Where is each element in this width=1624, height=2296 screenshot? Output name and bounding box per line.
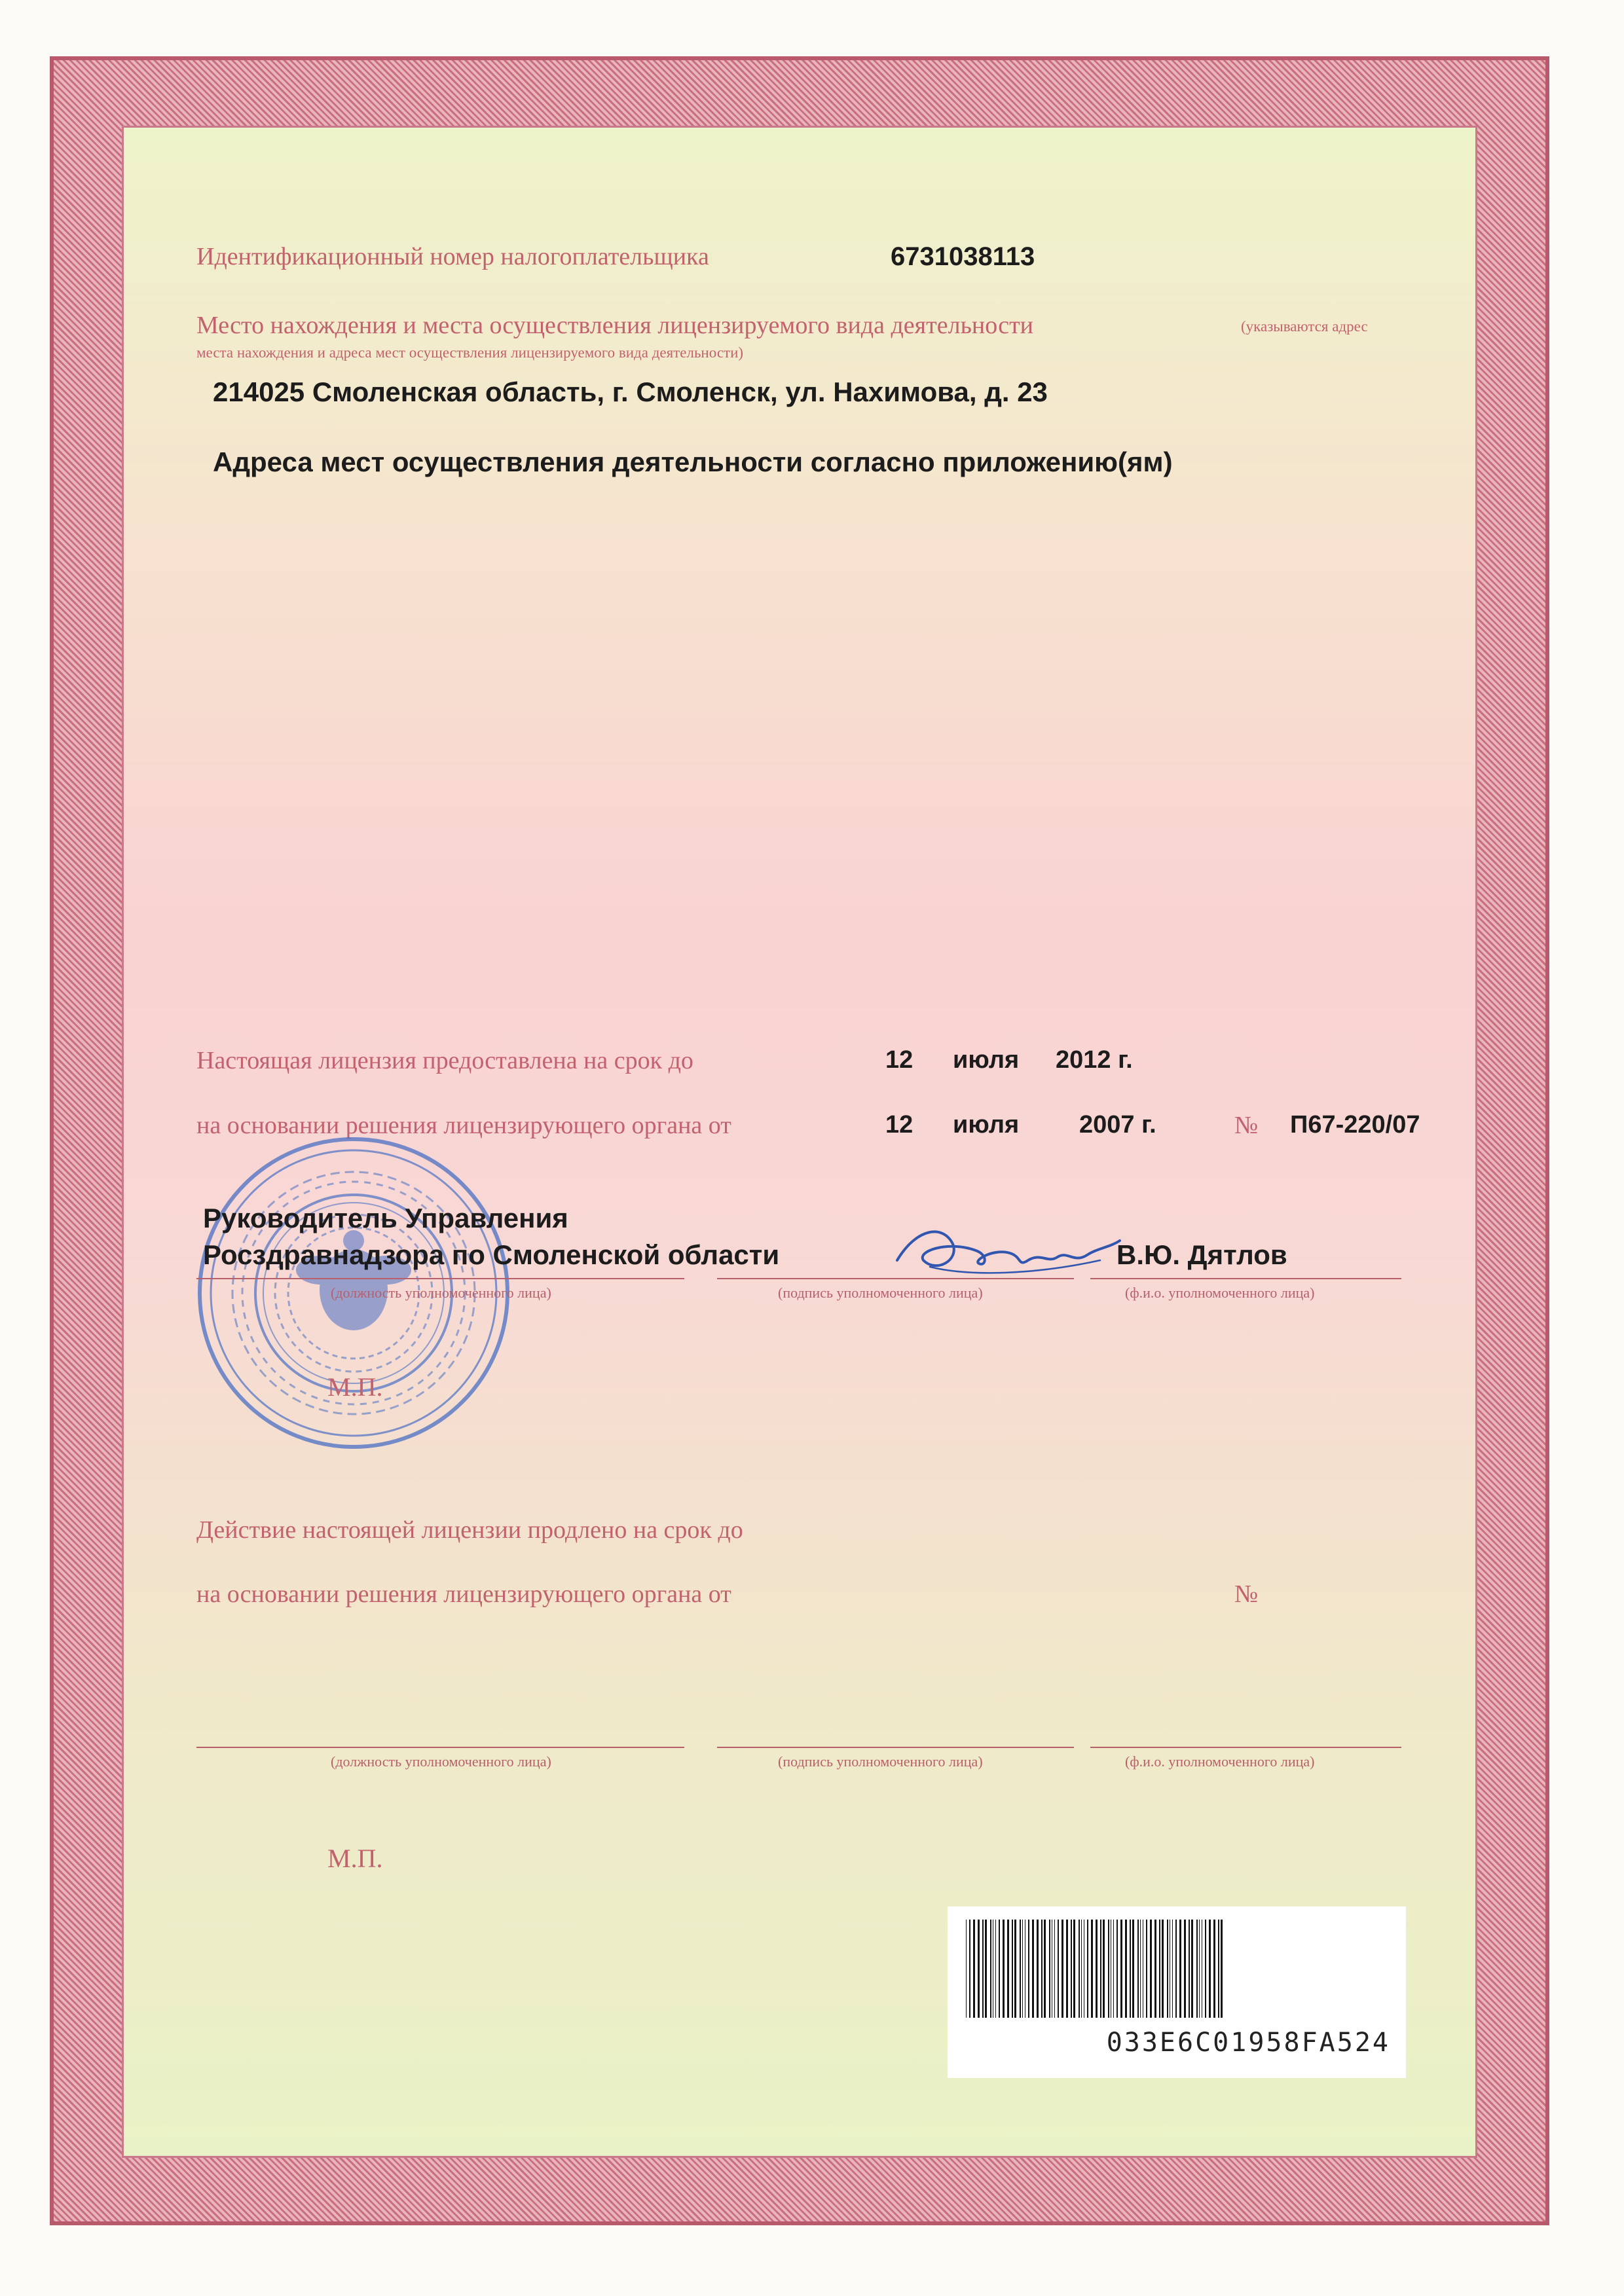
basis-label: на основании решения лицензирующего органа от [196,1112,731,1139]
barcode-bar [1012,1920,1013,2018]
barcode-bar [1205,1920,1206,2018]
barcode-bar [1167,1920,1168,2018]
barcode-bar [1100,1920,1101,2018]
barcode-bar [966,1920,967,2018]
barcode-bar [1221,1920,1223,2018]
basis-number: П67-220/07 [1290,1111,1420,1139]
signature-line [717,1278,1074,1279]
extension-number-sign: № [1234,1580,1259,1608]
barcode-panel [948,1906,1406,2078]
barcode-bar [1150,1920,1152,2018]
barcode-bar [1125,1920,1127,2018]
barcode-bar [990,1920,991,2018]
barcode-bar [1014,1920,1016,2018]
signature-icon [891,1214,1126,1286]
basis-year: 2007 г. [1079,1111,1156,1139]
barcode-bar [1049,1920,1050,2018]
caption-signature-2: (подпись уполномоченного лица) [778,1753,983,1770]
barcode-bar [1041,1920,1043,2018]
barcode-bar [1003,1920,1005,2018]
barcode-bar [1184,1920,1186,2018]
barcode-bar [1108,1920,1109,2018]
barcode-bar [1179,1920,1181,2018]
barcode-bar [1199,1920,1200,2018]
position-line-2 [196,1747,684,1748]
term-year: 2012 г. [1056,1046,1133,1074]
barcode-bar [1175,1920,1177,2018]
signature-line-2 [717,1747,1074,1748]
barcode-bar [1191,1920,1193,2018]
barcode-bar [1054,1920,1055,2018]
location-hint-2: места нахождения и адреса мест осуществления лицензируемого вида деятельности) [196,344,744,361]
term-month: июля [953,1046,1020,1074]
barcode-bar [995,1920,996,2018]
caption-name: (ф.и.о. уполномоченного лица) [1125,1285,1315,1301]
barcode-bar [1037,1920,1039,2018]
term-day: 12 [885,1046,913,1074]
barcode-bar [1066,1920,1068,2018]
barcode-bar [1154,1920,1156,2018]
seal-place-mark: М.П. [327,1372,383,1402]
location-hint-1: (указываются адрес [1241,318,1368,335]
barcode-bar [985,1920,987,2018]
extension-basis-label: на основании решения лицензирующего органа от [196,1580,731,1608]
barcode-bar [1213,1920,1215,2018]
basis-month: июля [953,1111,1020,1139]
barcode-icon [966,1920,1388,2018]
barcode-bar [1007,1920,1009,2018]
inn-label: Идентификационный номер налогоплательщика [196,243,709,270]
signer-position-1: Руководитель Управления [203,1203,568,1233]
extension-label: Действие настоящей лицензии продлено на срок до [196,1516,743,1544]
barcode-bar [1137,1920,1139,2018]
barcode-bar [973,1920,975,2018]
caption-position: (должность уполномоченного лица) [331,1285,551,1301]
caption-signature: (подпись уполномоченного лица) [778,1285,983,1301]
barcode-bar [1218,1920,1219,2018]
barcode-bar [1172,1920,1173,2018]
barcode-bar [1140,1920,1141,2018]
barcode-bar [1162,1920,1164,2018]
caption-name-2: (ф.и.о. уполномоченного лица) [1125,1753,1315,1770]
barcode-bar [1159,1920,1160,2018]
barcode-bar [1061,1920,1063,2018]
signer-name: В.Ю. Дятлов [1116,1239,1287,1270]
barcode-bar [1196,1920,1198,2018]
barcode-bar [1113,1920,1114,2018]
barcode-bar [1087,1920,1088,2018]
name-line [1090,1278,1401,1279]
barcode-bar [1022,1920,1023,2018]
barcode-bar [1081,1920,1082,2018]
barcode-bar [1130,1920,1131,2018]
inn-value: 6731038113 [891,242,1035,271]
barcode-bar [1079,1920,1080,2018]
barcode-bar [1032,1920,1034,2018]
barcode-bar [1132,1920,1134,2018]
barcode-bar [969,1920,970,2018]
barcode-bar [1028,1920,1029,2018]
barcode-bar [1073,1920,1075,2018]
basis-day: 12 [885,1111,913,1139]
signer-position-2: Росздравнадзора по Смоленской области [203,1239,780,1270]
license-address: 214025 Смоленская область, г. Смоленск, ул. Нахимова, д. 23 [213,376,1048,407]
barcode-bar [1103,1920,1105,2018]
barcode-bar [1096,1920,1098,2018]
barcode-bar [1044,1920,1046,2018]
seal-place-mark-2: М.П. [327,1844,383,1873]
barcode-code: 033E6C01958FA524 [1106,2028,1390,2058]
barcode-bar [1189,1920,1190,2018]
barcode-bar [1091,1920,1093,2018]
barcode-bar [999,1920,1000,2018]
barcode-bar [1209,1920,1211,2018]
basis-number-sign: № [1234,1112,1259,1139]
caption-position-2: (должность уполномоченного лица) [331,1753,551,1770]
barcode-bar [982,1920,984,2018]
barcode-bar [1116,1920,1118,2018]
barcode-bar [1020,1920,1021,2018]
activity-places: Адреса мест осуществления деятельности согласно приложению(ям) [213,446,1173,477]
barcode-bar [1071,1920,1072,2018]
barcode-bar [1058,1920,1059,2018]
name-line-2 [1090,1747,1401,1748]
location-label: Место нахождения и места осуществления лицензируемого вида деятельности [196,312,1034,339]
barcode-bar [1120,1920,1122,2018]
term-label: Настоящая лицензия предоставлена на срок до [196,1047,693,1074]
barcode-bar [1146,1920,1147,2018]
position-line [196,1278,684,1279]
barcode-bar [978,1920,980,2018]
